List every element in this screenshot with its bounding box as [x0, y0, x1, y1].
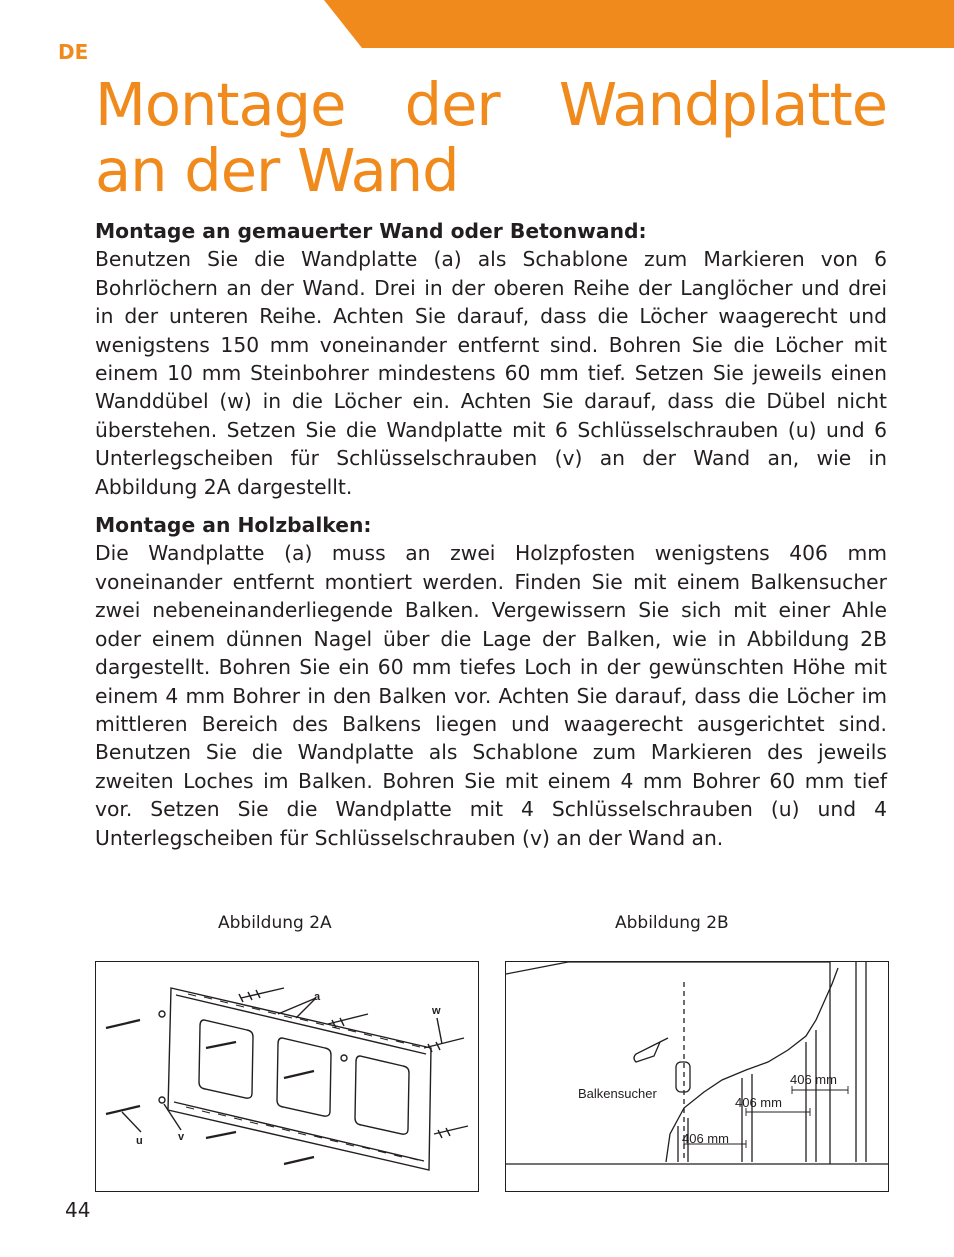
- wood-stud-illustration: [506, 962, 888, 1191]
- label-a: a: [314, 991, 321, 1003]
- label-w: w: [432, 1005, 441, 1017]
- section-heading-masonry: Montage an gemauerter Wand oder Betonwand:: [95, 219, 647, 243]
- label-v: v: [178, 1131, 185, 1143]
- label-u: u: [136, 1135, 143, 1147]
- section-masonry: [95, 217, 887, 501]
- main-content: [95, 217, 887, 862]
- wall-plate-illustration: [96, 962, 478, 1191]
- dimension-label-2: 406 mm: [735, 1095, 782, 1110]
- figure-2a: [95, 961, 479, 1192]
- language-label: DE: [58, 40, 89, 64]
- figure-2a-caption: Abbildung 2A: [218, 913, 332, 933]
- page-number: 44: [65, 1198, 91, 1222]
- section-heading-wood-studs: Montage an Holzbalken:: [95, 513, 372, 538]
- figure-2b-caption: Abbildung 2B: [615, 913, 729, 933]
- stud-finder-label: Balkensucher: [578, 1086, 657, 1101]
- figure-2b: [505, 961, 889, 1192]
- page-title: Montage der Wandplatte an der Wand: [95, 70, 887, 205]
- dimension-label-1: 406 mm: [682, 1131, 729, 1146]
- section-body-wood-studs: Die Wandplatte (a) muss an zwei Holzpfosten wenigstens 406 mm voneinander entfernt montiert werden. Finden Sie mit einem Balkensucher zwei nebeneinanderliegende Balken. Vergewissern Sie sich mit einer Ahle oder einem dünnen Nagel über die Lage der Balken, wie in Abbildung 2B dargestellt. Bohren Sie ein 60 mm tiefes Loch in der gewünschten Höhe mit einem 4 mm Bohrer in den Balken vor. Achten Sie darauf, dass die Löcher im mittleren Bereich des Balkens liegen und waagerecht ausgerichtet sind. Benutzen Sie die Wandplatte als Schablone zum Markieren des jeweils zweiten Loches im Balken. Bohren Sie mit einem 4 mm Bohrer 60 mm tief vor. Setzen Sie die Wandplatte mit 4 Schlüsselschrauben (u) und 4 Unterlegscheiben für Schlüsselschrauben (v) an der Wand an.: [95, 541, 887, 850]
- dimension-label-3: 406 mm: [790, 1072, 837, 1087]
- header-tab: [324, 0, 954, 48]
- section-body-masonry: Benutzen Sie die Wandplatte (a) als Schablone zum Markieren von 6 Bohrlöchern an der Wand. Drei in der oberen Reihe der Langlöcher und drei in der unteren Reihe. Achten Sie darauf, dass die Löcher waagerecht und wenigstens 150 mm voneinander entfernt sind. Bohren Sie die Löcher mit einem 10 mm Steinbohrer mindestens 60 mm tief. Setzen Sie jeweils einen Wanddübel (w) in die Löcher ein. Achten Sie darauf, dass die Dübel nicht überstehen. Setzen Sie die Wandplatte mit 6 Schlüsselschrauben (u) und 6 Unterlegscheiben für Schlüsselschrauben (v) an der Wand an, wie in Abbildung 2A dargestellt.: [95, 247, 887, 499]
- section-wood-studs: [95, 511, 887, 852]
